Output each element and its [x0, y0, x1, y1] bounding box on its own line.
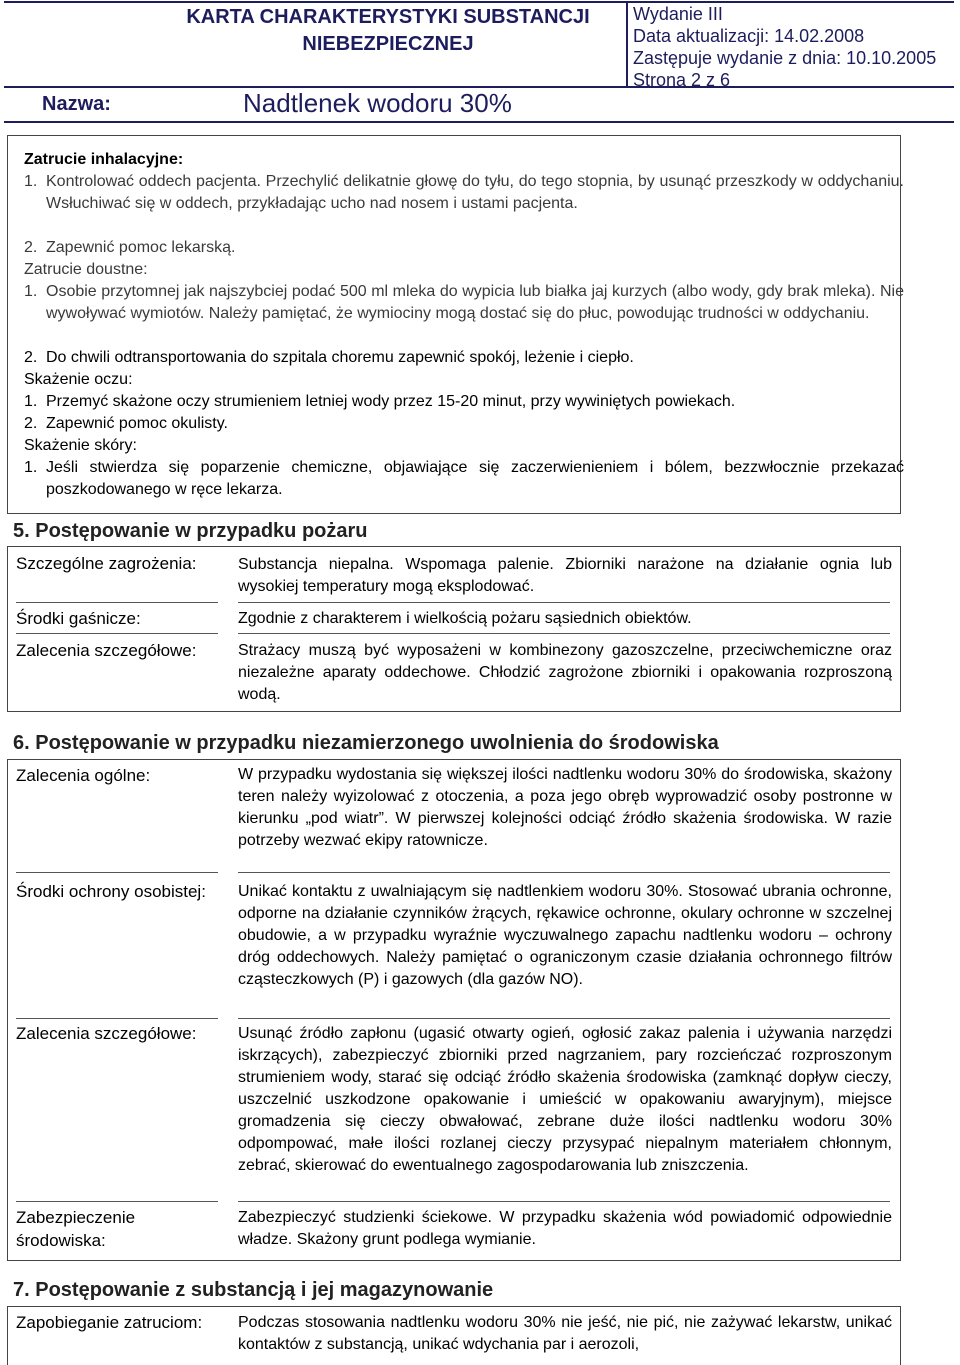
skin-item-1 — [24, 457, 904, 501]
item-number: 1. — [24, 173, 38, 190]
section-6-title: 6. Postępowanie w przypadku niezamierzonego uwolnienia do środowiska — [13, 732, 719, 754]
row-divider — [238, 602, 890, 603]
item-text: Kontrolować oddech pacjenta. Przechylić delikatnie głowę do tyłu, do tego stopnia, by usunąć przeszkody w oddychaniu. Wsłuchiwać się w oddech, przykładając ucho nad nosem i ustami pacjenta. — [46, 173, 904, 212]
document-meta — [633, 3, 958, 91]
row-divider — [16, 633, 218, 634]
oral-item-2 — [24, 347, 904, 369]
item-text: Do chwili odtransportowania do szpitala choremu zapewnić spokój, leżenie i ciepło. — [46, 349, 634, 366]
document-header — [0, 0, 960, 124]
row-label: Zapobieganie zatruciom: — [16, 1313, 203, 1332]
row-label: Środki gaśnicze: — [16, 609, 141, 628]
inhalation-item-1 — [24, 171, 904, 215]
row-label: Zalecenia ogólne: — [16, 766, 151, 785]
item-text: Osobie przytomnej jak najszybciej podać 500 ml mleka do wypicia lub białka jaj kurzych (albo wody, gdy brak mleka). Nie wywoływać wymiotów. Należy pamiętać, że wymiociny mogą dostać się do płuc, powodując trudności w oddychaniu. — [46, 283, 904, 322]
edition: Wydanie III — [633, 4, 723, 24]
row-label: Zalecenia szczegółowe: — [16, 641, 197, 660]
item-number: 2. — [24, 239, 38, 256]
item-number: 1. — [24, 459, 38, 476]
row-divider — [238, 633, 890, 634]
row-text: Substancja niepalna. Wspomaga palenie. Zbiorniki narażone na działanie ognia lub wysokiej temperatury mogą eksplodować. — [238, 556, 892, 595]
skin-heading: Skażenie skóry: — [24, 437, 137, 454]
row-label: Środki ochrony osobistej: — [16, 882, 206, 901]
item-number: 2. — [24, 349, 38, 366]
item-text: Zapewnić pomoc lekarską. — [46, 239, 236, 256]
first-aid-box — [7, 135, 904, 514]
oral-heading: Zatrucie doustne: — [24, 261, 148, 278]
section-6-table — [7, 759, 901, 1261]
row-text: Unikać kontaktu z uwalniającym się nadtlenkiem wodoru 30%. Stosować ubrania ochronne, odporne na działanie czynników żrących, rękawice ochronne, okulary ochronne w szczelnej obudowie, a w przypadku wyraźnie wyczuwalnego zapachu nadtlenku wodoru – ochrony dróg oddechowych. Należy pamiętać o ograniczonym czasie działania ochronnego filtrów cząsteczkowych (P) i gazowych (dla gazów NO). — [238, 883, 892, 988]
section-5-title: 5. Postępowanie w przypadku pożaru — [13, 520, 368, 542]
row-label: Zabezpieczenie środowiska: — [16, 1208, 136, 1250]
row-divider — [16, 1018, 218, 1019]
substance-name: Nadtlenek wodoru 30% — [243, 88, 512, 118]
row-divider — [16, 602, 218, 603]
section-7-title: 7. Postępowanie z substancją i jej magazynowanie — [13, 1279, 494, 1301]
row-divider — [238, 872, 890, 873]
row-text: Podczas stosowania nadtlenku wodoru 30% nie jeść, nie pić, nie zażywać lekarstw, unikać kontaktów z substancją, unikać wdychania par i aerozoli, — [238, 1314, 892, 1353]
item-text: Przemyć skażone oczy strumieniem letniej wody przez 15-20 minut, przy wywiniętych powiekach. — [46, 393, 736, 410]
inhalation-item-2 — [24, 237, 904, 259]
replaces-edition: Zastępuje wydanie z dnia: 10.10.2005 — [633, 48, 937, 68]
row-divider — [16, 1201, 218, 1202]
row-text: W przypadku wydostania się większej ilości nadtlenku wodoru 30% do środowiska, skażony teren należy wyizolować z otoczenia, a poza jego obręb wyprowadzić osoby postronne w kierunku „pod wiatr”. W pierwszej kolejności odciąć źródło skażenia środowiska. W razie potrzeby wezwać ekipy ratownicze. — [238, 766, 892, 849]
header-bottom-rule — [4, 121, 954, 123]
page-number: Strona 2 z 6 — [633, 70, 731, 90]
row-divider — [238, 1201, 890, 1202]
row-label: Szczególne zagrożenia: — [16, 554, 197, 573]
eye-heading: Skażenie oczu: — [24, 371, 133, 388]
item-text: Zapewnić pomoc okulisty. — [46, 415, 228, 432]
document-title: KARTA CHARAKTERYSTYKI SUBSTANCJI NIEBEZPIECZNEJ — [186, 6, 590, 55]
row-divider — [16, 872, 218, 873]
row-text: Usunąć źródło zapłonu (ugasić otwarty ogień, ogłosić zakaz palenia i używania narzędzi iskrzących), zabezpieczyć zbiorniki przed nagrzaniem, pary rozcieńczać rozproszonym strumieniem wody, starać się odciąć źródło skażenia środowiska (zamknąć dopływ cieczy, uszczelnić uszkodzone opakowanie i umieścić w opakowaniu awaryjnym), miejsce gromadzenia się cieczy obwałować, zebrane duże ilości nadtlenku wodoru 30% odpompować, małe ilości rozlanej cieczy przysypać niepalnym materiałem chłonnym, zebrać, skierować do ewentualnego zagospodarowania lub zniszczenia. — [238, 1025, 892, 1174]
row-label: Zalecenia szczegółowe: — [16, 1024, 197, 1043]
update-date: Data aktualizacji: 14.02.2008 — [633, 26, 865, 46]
name-label: Nazwa: — [42, 93, 111, 115]
section-5-table — [7, 546, 901, 712]
item-number: 2. — [24, 415, 38, 432]
eye-item-1 — [24, 391, 904, 413]
eye-item-2 — [24, 413, 904, 435]
oral-item-1 — [24, 281, 904, 325]
row-text: Zabezpieczyć studzienki ściekowe. W przypadku skażenia wód powiadomić odpowiednie władze. Skażony grunt podlega wymianie. — [238, 1209, 892, 1248]
row-divider — [238, 1018, 890, 1019]
row-text: Zgodnie z charakterem i wielkością pożaru sąsiednich obiektów. — [238, 610, 692, 627]
inhalation-heading: Zatrucie inhalacyjne: — [24, 151, 184, 168]
item-number: 1. — [24, 283, 38, 300]
section-7-table — [7, 1306, 901, 1365]
item-number: 1. — [24, 393, 38, 410]
document-body — [0, 128, 960, 1365]
row-text: Strażacy muszą być wyposażeni w kombinezony gazoszczelne, przeciwchemiczne oraz niezależne aparaty oddechowe. Chłodzić zagrożone zbiorniki i opakowania rozproszoną wodą. — [238, 642, 892, 703]
item-text: Jeśli stwierdza się poparzenie chemiczne, objawiające się zaczerwienieniem i bólem, bezzwłocznie przekazać poszkodowanego w ręce lekarza. — [46, 459, 904, 498]
